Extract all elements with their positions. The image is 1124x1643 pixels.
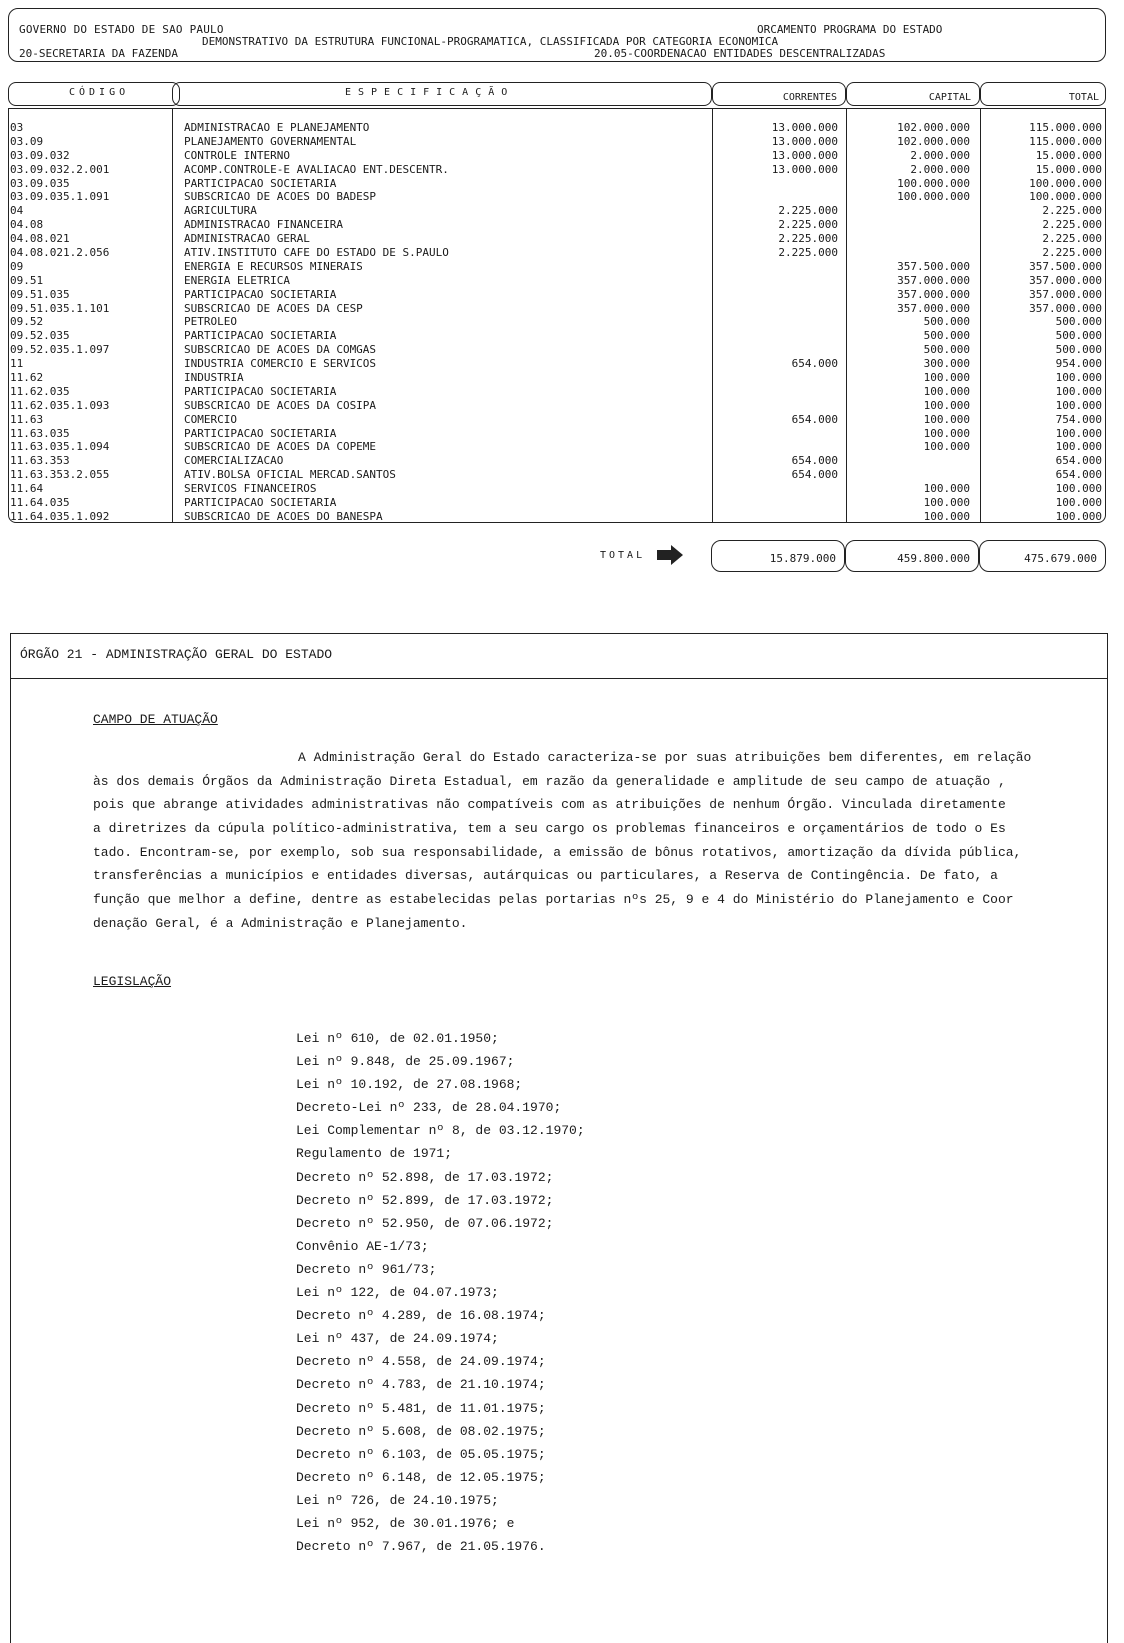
paragraph-line: tado. Encontram-se, por exemplo, sob sua responsabilidade, a emissão de bônus rotativos, amortização da dívida pública,	[93, 844, 1022, 860]
legislation-item: Lei nº 726, de 24.10.1975;	[296, 1492, 499, 1508]
legislation-item: Decreto nº 4.783, de 21.10.1974;	[296, 1377, 546, 1393]
paragraph-line: pois que abrange atividades administrativas não compatíveis com as atribuições de nenhum Órgão. Vinculada diretamente	[93, 797, 1006, 813]
paragraph-line: transferências a municípios e entidades diversas, autárquicas ou particulares, a Reserva de Contingência. De fato, a	[93, 868, 998, 884]
row-capital: 100.000	[923, 371, 970, 385]
row-spec: ADMINISTRACAO GERAL	[184, 232, 310, 246]
table-row	[8, 232, 1106, 246]
row-code: 11.63	[10, 412, 44, 426]
row-total: 15.000.000	[1035, 162, 1102, 176]
paragraph-line: às dos demais Órgãos da Administração Direta Estadual, em razão da generalidade e amplitude de seu campo de atuação ,	[93, 773, 1006, 789]
row-code: 09.52	[10, 315, 44, 329]
row-code: 04	[10, 204, 24, 218]
row-code: 11.64.035.1.092	[10, 509, 110, 523]
row-spec: CONTROLE INTERNO	[184, 148, 290, 162]
row-total: 2.225.000	[1042, 232, 1102, 246]
legislation-item: Decreto-Lei nº 233, de 28.04.1970;	[296, 1100, 562, 1116]
row-spec: COMERCIALIZACAO	[184, 454, 284, 468]
orgao-title: ÓRGÃO 21 - ADMINISTRAÇÃO GERAL DO ESTADO	[20, 647, 333, 662]
table-row	[8, 329, 1106, 343]
row-correntes: 13.000.000	[771, 121, 838, 134]
row-spec: ENERGIA ELETRICA	[184, 273, 290, 287]
row-total: 754.000	[1055, 412, 1102, 426]
legislation-item: Decreto nº 52.899, de 17.03.1972;	[296, 1192, 554, 1208]
table-row	[8, 121, 1106, 135]
campo-paragraph	[93, 746, 1073, 936]
table-row	[8, 163, 1106, 177]
table-row	[8, 440, 1106, 454]
column-header-capital-label: CAPITAL	[928, 92, 971, 103]
row-correntes: 13.000.000	[771, 162, 838, 176]
table-row	[8, 246, 1106, 260]
row-code: 09	[10, 259, 24, 273]
row-code: 09.52.035	[10, 329, 70, 343]
row-spec: COMERCIO	[184, 412, 237, 426]
row-spec: INDUSTRIA COMERCIO E SERVICOS	[184, 357, 377, 371]
row-spec: AGRICULTURA	[184, 204, 257, 218]
row-capital: 100.000	[923, 440, 970, 454]
row-code: 11.62.035.1.093	[10, 398, 110, 412]
table-row	[8, 496, 1106, 510]
row-total: 954.000	[1055, 357, 1102, 371]
row-total: 100.000	[1055, 482, 1102, 496]
column-header-especificacao	[172, 82, 712, 106]
row-code: 04.08.021	[10, 232, 70, 246]
total-correntes-value: 15.879.000	[769, 552, 836, 565]
row-correntes: 2.225.000	[778, 232, 838, 246]
secretaria-label: 20-SECRETARIA DA FAZENDA	[19, 47, 178, 60]
row-spec: ACOMP.CONTROLE-E AVALIACAO ENT.DESCENTR.	[184, 162, 449, 176]
table-row	[8, 399, 1106, 413]
row-total: 100.000	[1055, 496, 1102, 510]
row-spec: PARTICIPACAO SOCIETARIA	[184, 426, 337, 440]
column-header-total	[980, 82, 1106, 106]
table-row	[8, 135, 1106, 149]
row-code: 03.09.032	[10, 148, 70, 162]
row-total: 115.000.000	[1029, 121, 1102, 134]
row-total: 654.000	[1055, 468, 1102, 482]
row-capital: 500.000	[923, 329, 970, 343]
row-code: 11.63.035	[10, 426, 70, 440]
row-spec: SUBSCRICAO DE ACOES DO BADESP	[184, 190, 377, 204]
row-code: 03.09.032.2.001	[10, 162, 110, 176]
row-spec: PARTICIPACAO SOCIETARIA	[184, 287, 337, 301]
row-spec: PETROLEO	[184, 315, 237, 329]
row-capital: 100.000	[923, 426, 970, 440]
row-code: 11.62	[10, 371, 44, 385]
row-total: 357.000.000	[1029, 301, 1102, 315]
legislation-list	[296, 1027, 585, 1558]
row-capital: 102.000.000	[897, 134, 970, 148]
total-label: TOTAL	[600, 550, 646, 561]
row-code: 09.51	[10, 273, 44, 287]
row-total: 2.225.000	[1042, 246, 1102, 260]
table-row	[8, 468, 1106, 482]
table-row	[8, 260, 1106, 274]
row-total: 100.000.000	[1029, 190, 1102, 204]
total-capital-box	[845, 540, 979, 572]
arrow-right-icon	[655, 544, 685, 566]
row-capital: 2.000.000	[910, 162, 970, 176]
legislation-item: Decreto nº 5.608, de 08.02.1975;	[296, 1423, 546, 1439]
column-header-total-label: TOTAL	[1068, 92, 1099, 103]
budget-title: ORCAMENTO PROGRAMA DO ESTADO	[757, 23, 943, 36]
row-capital: 100.000	[923, 398, 970, 412]
row-spec: ADMINISTRACAO FINANCEIRA	[184, 218, 343, 232]
row-code: 03.09	[10, 134, 44, 148]
budget-table-body	[8, 121, 1106, 524]
row-spec: SUBSCRICAO DE ACOES DO BANESPA	[184, 509, 383, 523]
row-correntes: 654.000	[791, 468, 838, 482]
report-subtitle: DEMONSTRATIVO DA ESTRUTURA FUNCIONAL-PROGRAMATICA, CLASSIFICADA POR CATEGORIA ECONOMICA	[202, 35, 779, 48]
row-code: 04.08.021.2.056	[10, 246, 110, 260]
row-total: 15.000.000	[1035, 148, 1102, 162]
row-total: 100.000	[1055, 440, 1102, 454]
row-total: 2.225.000	[1042, 204, 1102, 218]
legislation-item: Decreto nº 4.289, de 16.08.1974;	[296, 1308, 546, 1324]
row-spec: SUBSCRICAO DE ACOES DA COPEME	[184, 440, 377, 454]
row-total: 100.000	[1055, 398, 1102, 412]
legislation-item: Decreto nº 961/73;	[296, 1261, 437, 1277]
table-row	[8, 482, 1106, 496]
row-code: 04.08	[10, 218, 44, 232]
coordenacao-label: 20.05-COORDENACAO ENTIDADES DESCENTRALIZADAS	[594, 47, 886, 60]
legislation-item: Lei nº 9.848, de 25.09.1967;	[296, 1054, 515, 1070]
paragraph-line: a diretrizes da cúpula político-administrativa, tem a seu cargo os problemas financeiros e orçamentários de todo o Es	[93, 821, 1006, 837]
row-spec: ENERGIA E RECURSOS MINERAIS	[184, 259, 363, 273]
table-row	[8, 413, 1106, 427]
row-capital: 357.000.000	[897, 273, 970, 287]
row-code: 03.09.035.1.091	[10, 190, 110, 204]
legislation-item: Lei Complementar nº 8, de 03.12.1970;	[296, 1123, 585, 1139]
row-capital: 100.000	[923, 509, 970, 523]
row-total: 500.000	[1055, 315, 1102, 329]
row-spec: SUBSCRICAO DE ACOES DA COMGAS	[184, 343, 377, 357]
row-capital: 2.000.000	[910, 148, 970, 162]
row-spec: PLANEJAMENTO GOVERNAMENTAL	[184, 134, 357, 148]
column-header-capital	[846, 82, 980, 106]
table-row	[8, 510, 1106, 524]
row-code: 11.63.353.2.055	[10, 468, 110, 482]
legislation-item: Decreto nº 5.481, de 11.01.1975;	[296, 1400, 546, 1416]
column-header-correntes	[712, 82, 846, 106]
row-spec: SUBSCRICAO DE ACOES DA CESP	[184, 301, 363, 315]
row-code: 03.09.035	[10, 176, 70, 190]
row-code: 11.64.035	[10, 496, 70, 510]
row-capital: 100.000	[923, 496, 970, 510]
row-spec: ADMINISTRACAO E PLANEJAMENTO	[184, 121, 370, 134]
row-correntes: 654.000	[791, 357, 838, 371]
legislation-item: Regulamento de 1971;	[296, 1146, 453, 1162]
row-total: 100.000	[1055, 509, 1102, 523]
paragraph-line: denação Geral, é a Administração e Planejamento.	[93, 915, 468, 931]
row-code: 09.51.035.1.101	[10, 301, 110, 315]
legislation-item: Lei nº 122, de 04.07.1973;	[296, 1285, 499, 1301]
legislation-item: Decreto nº 6.148, de 12.05.1975;	[296, 1469, 546, 1485]
column-header-especificacao-label: ESPECIFICAÇÃO	[345, 87, 515, 98]
row-spec: ATIV.BOLSA OFICIAL MERCAD.SANTOS	[184, 468, 396, 482]
row-total: 500.000	[1055, 343, 1102, 357]
row-capital: 102.000.000	[897, 121, 970, 134]
row-capital: 357.000.000	[897, 287, 970, 301]
row-spec: PARTICIPACAO SOCIETARIA	[184, 384, 337, 398]
table-row	[8, 315, 1106, 329]
row-correntes: 13.000.000	[771, 148, 838, 162]
table-row	[8, 343, 1106, 357]
column-header-correntes-label: CORRENTES	[782, 92, 837, 103]
column-header-codigo	[8, 82, 180, 106]
paragraph-line: função que melhor a define, dentre as estabelecidas pelas portarias nºs 25, 9 e 4 do Ministério do Planejamento e Coor	[93, 892, 1014, 908]
row-correntes: 2.225.000	[778, 204, 838, 218]
table-row	[8, 204, 1106, 218]
legislation-item: Decreto nº 4.558, de 24.09.1974;	[296, 1354, 546, 1370]
row-total: 2.225.000	[1042, 218, 1102, 232]
total-total-box	[979, 540, 1106, 572]
row-total: 357.000.000	[1029, 287, 1102, 301]
row-code: 03	[10, 121, 24, 134]
row-correntes: 2.225.000	[778, 246, 838, 260]
row-total: 357.000.000	[1029, 273, 1102, 287]
row-total: 100.000	[1055, 371, 1102, 385]
legislation-item: Lei nº 610, de 02.01.1950;	[296, 1031, 499, 1046]
legislacao-heading: LEGISLAÇÃO	[93, 974, 172, 989]
total-total-value: 475.679.000	[1024, 552, 1097, 565]
row-code: 11.62.035	[10, 384, 70, 398]
table-row	[8, 385, 1106, 399]
row-total: 500.000	[1055, 329, 1102, 343]
legislation-item: Convênio AE-1/73;	[296, 1238, 429, 1254]
total-correntes-box	[711, 540, 845, 572]
row-capital: 500.000	[923, 343, 970, 357]
row-correntes: 13.000.000	[771, 134, 838, 148]
campo-heading: CAMPO DE ATUAÇÃO	[93, 712, 218, 727]
table-row	[8, 177, 1106, 191]
row-code: 11.63.035.1.094	[10, 440, 110, 454]
table-row	[8, 149, 1106, 163]
table-row	[8, 190, 1106, 204]
table-row	[8, 218, 1106, 232]
total-capital-value: 459.800.000	[897, 552, 970, 565]
legislation-item: Lei nº 437, de 24.09.1974;	[296, 1331, 499, 1347]
government-title: GOVERNO DO ESTADO DE SAO PAULO	[19, 23, 224, 36]
row-correntes: 654.000	[791, 454, 838, 468]
table-row	[8, 454, 1106, 468]
report-header	[8, 8, 1106, 62]
table-row	[8, 288, 1106, 302]
legislation-item: Lei nº 952, de 30.01.1976; e	[296, 1515, 515, 1531]
row-total: 357.500.000	[1029, 259, 1102, 273]
table-row	[8, 274, 1106, 288]
row-total: 100.000.000	[1029, 176, 1102, 190]
table-row	[8, 427, 1106, 441]
table-row	[8, 357, 1106, 371]
row-spec: PARTICIPACAO SOCIETARIA	[184, 329, 337, 343]
row-spec: PARTICIPACAO SOCIETARIA	[184, 496, 337, 510]
row-spec: PARTICIPACAO SOCIETARIA	[184, 176, 337, 190]
row-total: 115.000.000	[1029, 134, 1102, 148]
table-row	[8, 371, 1106, 385]
orgao-divider	[10, 678, 1108, 679]
legislation-item: Lei nº 10.192, de 27.08.1968;	[296, 1077, 523, 1093]
row-spec: INDUSTRIA	[184, 371, 244, 385]
row-capital: 100.000	[923, 482, 970, 496]
row-capital: 357.000.000	[897, 301, 970, 315]
row-correntes: 2.225.000	[778, 218, 838, 232]
row-capital: 300.000	[923, 357, 970, 371]
row-code: 09.51.035	[10, 287, 70, 301]
legislation-item: Decreto nº 52.950, de 07.06.1972;	[296, 1215, 554, 1231]
paragraph-line: A Administração Geral do Estado caracteriza-se por suas atribuições bem diferentes, em relação	[298, 750, 1032, 765]
legislation-item: Decreto nº 6.103, de 05.05.1975;	[296, 1446, 546, 1462]
row-capital: 100.000	[923, 384, 970, 398]
column-header-codigo-label: CÓDIGO	[69, 87, 130, 98]
row-code: 11.64	[10, 482, 44, 496]
row-total: 100.000	[1055, 384, 1102, 398]
legislation-item: Decreto nº 52.898, de 17.03.1972;	[296, 1169, 554, 1185]
row-correntes: 654.000	[791, 412, 838, 426]
row-spec: SERVICOS FINANCEIROS	[184, 482, 317, 496]
row-total: 654.000	[1055, 454, 1102, 468]
row-code: 11.63.353	[10, 454, 70, 468]
row-capital: 100.000.000	[897, 190, 970, 204]
row-capital: 500.000	[923, 315, 970, 329]
row-code: 09.52.035.1.097	[10, 343, 110, 357]
row-spec: ATIV.INSTITUTO CAFE DO ESTADO DE S.PAULO	[184, 246, 449, 260]
legislation-item: Decreto nº 7.967, de 21.05.1976.	[296, 1539, 546, 1555]
row-capital: 357.500.000	[897, 259, 970, 273]
row-code: 11	[10, 357, 24, 371]
row-total: 100.000	[1055, 426, 1102, 440]
row-capital: 100.000.000	[897, 176, 970, 190]
table-row	[8, 302, 1106, 316]
row-spec: SUBSCRICAO DE ACOES DA COSIPA	[184, 398, 377, 412]
row-capital: 100.000	[923, 412, 970, 426]
